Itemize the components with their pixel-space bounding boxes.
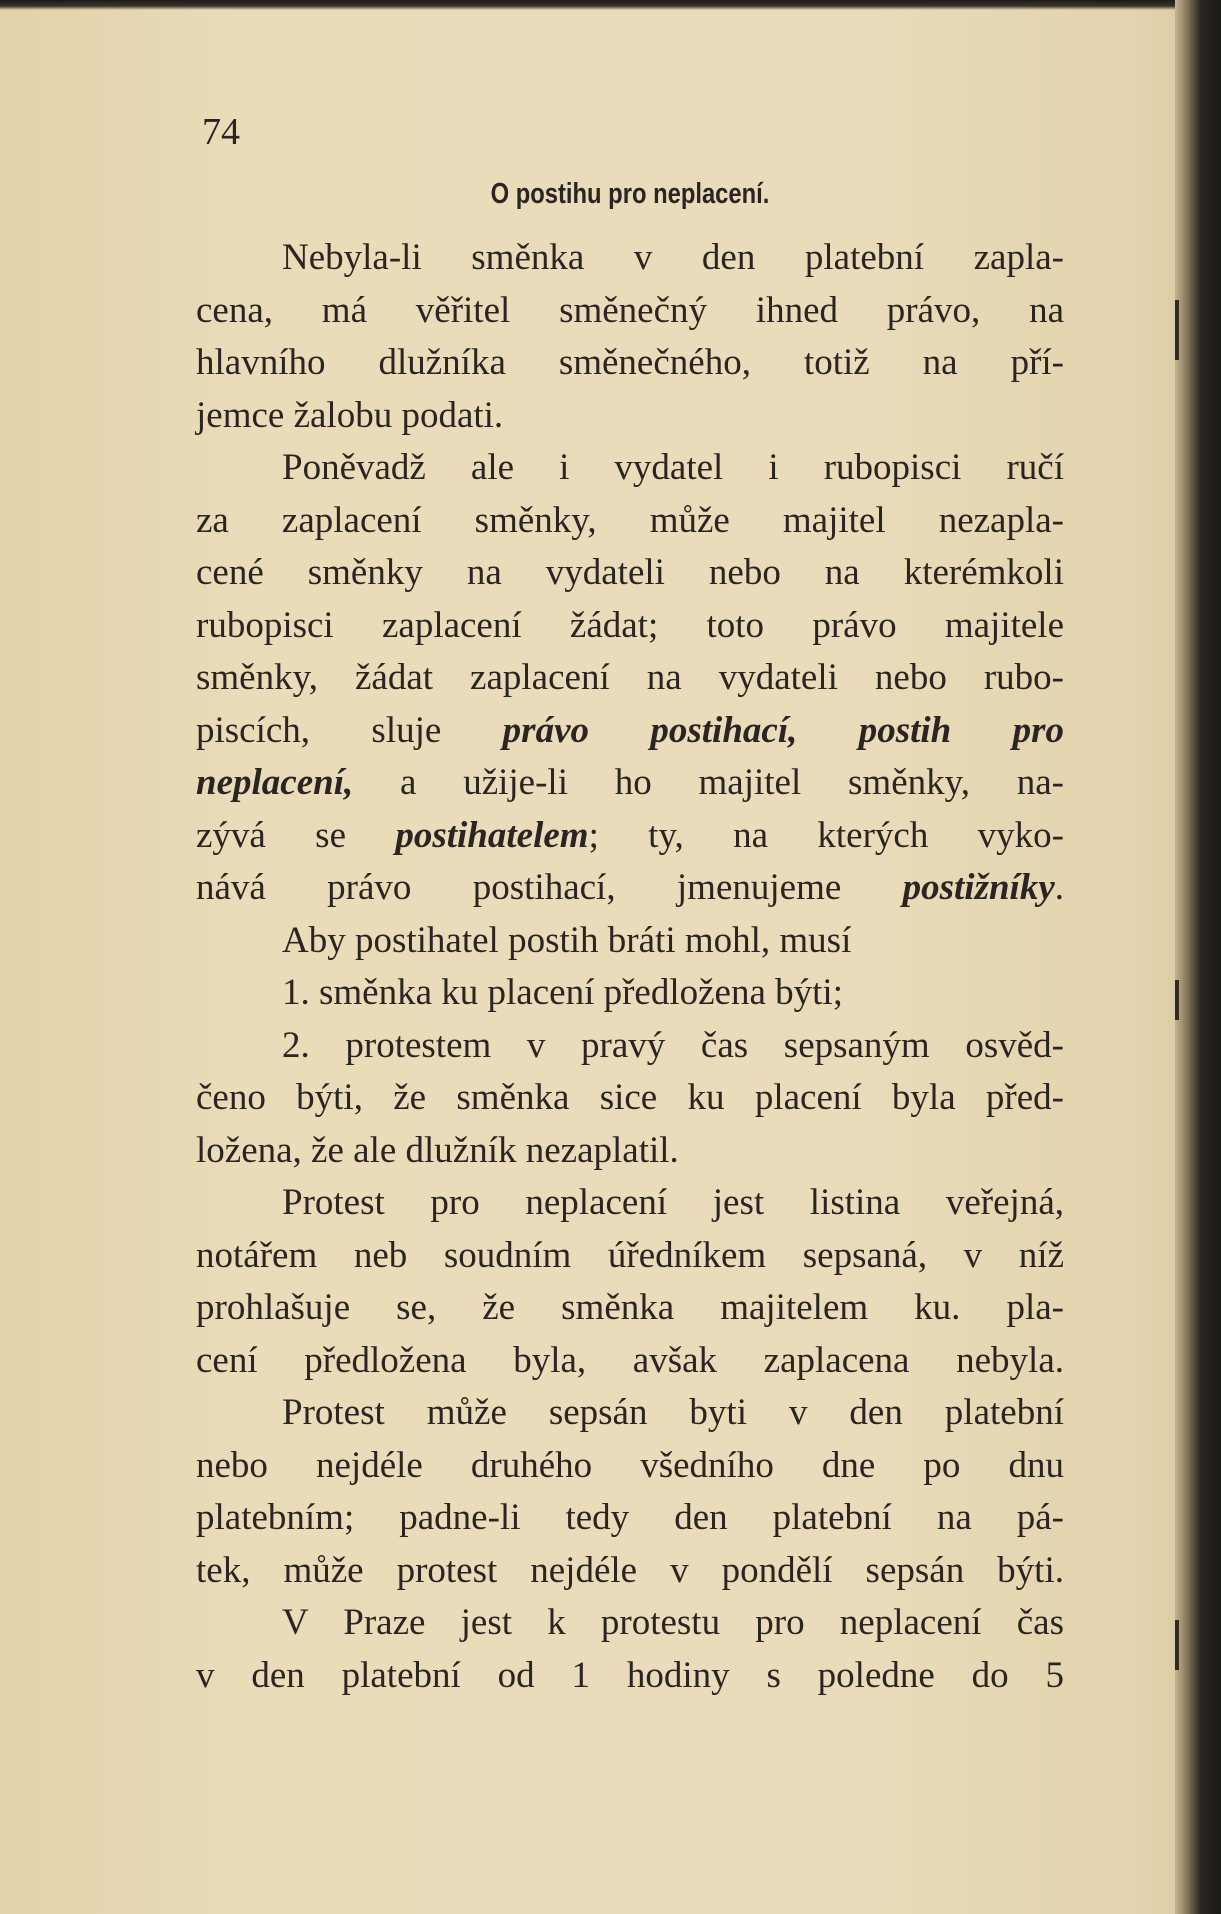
text-line: 2. protestem v pravý čas sepsaným osvěd- xyxy=(282,1024,1064,1066)
text-segment: ; ty, na kterých vyko- xyxy=(588,814,1064,856)
top-page-edge xyxy=(0,0,1221,10)
emphasized-term: postižníky xyxy=(902,867,1055,908)
text-line: směnky, žádat zaplacení na vydateli nebo rubo- xyxy=(196,657,1064,698)
text-line: platebním; padne-li tedy den platební na pá- xyxy=(196,1497,1064,1538)
binding-mark xyxy=(1175,980,1179,1020)
emphasized-term: neplacení, xyxy=(196,762,354,803)
text-line: Protest pro neplacení jest listina veřejná, xyxy=(282,1182,1064,1223)
text-segment: . xyxy=(1054,867,1064,908)
book-binding-gutter xyxy=(1175,0,1221,1914)
text-line: prohlašuje se, že směnka majitelem ku. pla- xyxy=(196,1287,1064,1328)
body-text xyxy=(196,232,1064,1702)
binding-mark xyxy=(1175,300,1179,360)
text-line: Nebyla-li směnka v den platební zapla- xyxy=(282,237,1064,278)
text-line xyxy=(196,705,1064,758)
section-heading: O postihu pro neplacení. xyxy=(490,178,770,210)
text-line: v den platební od 1 hodiny s poledne do 5 xyxy=(196,1654,1064,1696)
text-line: hlavního dlužníka směnečného, totiž na pří- xyxy=(196,342,1064,383)
text-line: ložena, že ale dlužník nezaplatil. xyxy=(196,1129,679,1171)
text-line: V Praze jest k protestu pro neplacení čas xyxy=(282,1602,1064,1643)
text-line: cené směnky na vydateli nebo na kterémkoli xyxy=(196,552,1064,593)
text-line: cení předložena byla, avšak zaplacena nebyla. xyxy=(196,1339,1064,1381)
text-line xyxy=(196,757,1064,810)
text-line: jemce žalobu podati. xyxy=(196,394,504,436)
text-line: nebo nejdéle druhého všedního dne po dnu xyxy=(196,1444,1064,1486)
binding-mark xyxy=(1175,1620,1179,1670)
text-line: za zaplacení směnky, může majitel nezapla- xyxy=(196,499,1064,541)
text-line: čeno býti, že směnka sice ku placení byla před- xyxy=(196,1077,1064,1118)
text-line: Aby postihatel postih bráti mohl, musí xyxy=(282,919,852,961)
emphasized-term: právo postihací, postih pro xyxy=(502,709,1065,751)
text-line xyxy=(196,810,1064,863)
text-line: Poněvadž ale i vydatel i rubopisci ručí xyxy=(282,447,1064,488)
text-line: notářem neb soudním úředníkem sepsaná, v níž xyxy=(196,1234,1064,1276)
page-number: 74 xyxy=(202,111,240,153)
text-segment: zývá se xyxy=(196,814,396,856)
text-segment: piscích, sluje xyxy=(196,709,503,751)
emphasized-term: postihatelem xyxy=(395,814,589,856)
text-line xyxy=(196,862,1064,915)
text-segment: nává právo postihací, jmenujeme xyxy=(196,867,903,908)
text-line: Protest může sepsán byti v den platební xyxy=(282,1392,1064,1433)
text-line: 1. směnka ku placení předložena býti; xyxy=(282,972,843,1013)
text-segment: a užije-li ho majitel směnky, na- xyxy=(353,762,1064,803)
text-line: tek, může protest nejdéle v pondělí sepsán býti. xyxy=(196,1549,1064,1591)
text-line: cena, má věřitel směnečný ihned právo, na xyxy=(196,289,1064,331)
text-line: rubopisci zaplacení žádat; toto právo majitele xyxy=(196,604,1064,646)
